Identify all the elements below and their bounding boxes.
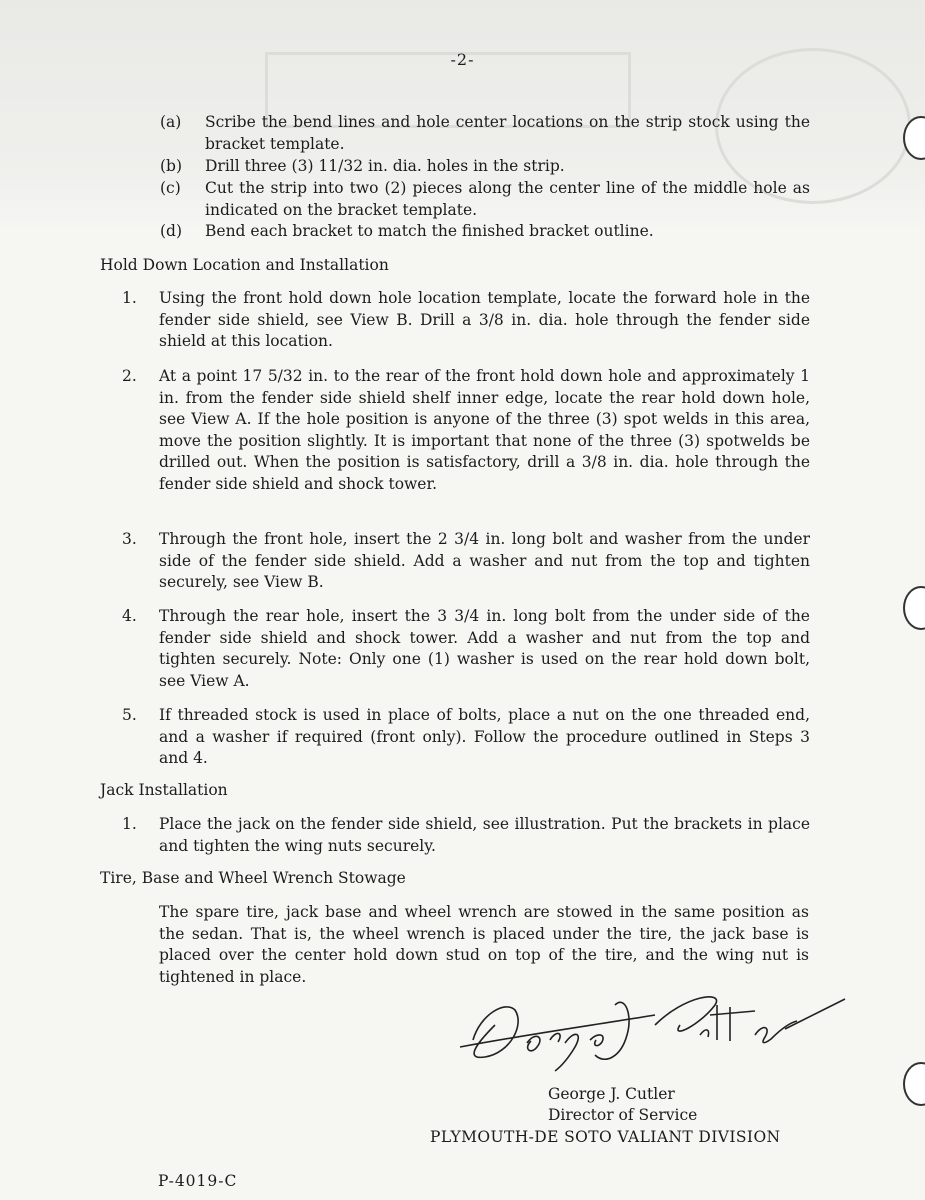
step-text: Using the front hold down hole location template, locate the forward hole in the fender side shield, see View B. Drill a 3/8 in. dia. hole through the fender side shield at this location. [159,289,810,350]
sub-step-b [160,156,820,178]
sub-step-d [160,221,820,243]
sub-step-a [160,112,820,156]
step-text: Place the jack on the fender side shield, see illustration. Put the brackets in place and tighten the wing nuts securely. [159,815,810,855]
step-number: 1. [122,815,137,833]
section-heading-stowage: Tire, Base and Wheel Wrench Stowage [100,869,406,887]
page-number: -2- [450,50,475,69]
step-number: 5. [122,706,137,724]
handwritten-signature [455,985,855,1075]
stowage-paragraph: The spare tire, jack base and wheel wrench are stowed in the same position as the sedan. That is, the wheel wrench is placed under the tire, the jack base is placed over the center hold down stud on top of the tire, and the wing nut is tightened in place. [159,903,809,986]
step-text: Through the front hole, insert the 2 3/4 in. long bolt and washer from the under side of the fender side shield. Add a washer and nut from the top and tighten securely, see View B. [159,530,810,591]
signatory-name: George J. Cutler [548,1085,675,1103]
sub-step-text: Cut the strip into two (2) pieces along the center line of the middle hole as indicated on the bracket template. [205,179,810,219]
jack-step-1 [122,814,812,858]
hold-down-step-1 [122,288,812,354]
document-code: P-4019-C [158,1172,238,1190]
step-number: 2. [122,367,137,385]
step-text: At a point 17 5/32 in. to the rear of the front hold down hole and approximately 1 in. from the fender side shield shelf inner edge, locate the rear hold down hole, see View A. If the hole position is anyone of the three (3) spot welds in this area, move the position slightly. It is important that none of the three (3) spotwelds be drilled out. When the position is satisfactory, drill a 3/8 in. dia. hole through the fender side shield and shock tower. [159,367,810,493]
division-name: PLYMOUTH-DE SOTO VALIANT DIVISION [430,1128,781,1146]
sub-step-label: (c) [160,179,181,197]
step-text: If threaded stock is used in place of bolts, place a nut on the one threaded end, and a washer if required (front only). Follow the procedure outlined in Steps 3 and 4. [159,706,810,767]
step-text: Through the rear hole, insert the 3 3/4 in. long bolt from the under side of the fender side shield and shock tower. Add a washer and nut from the top and tighten securely. Note: Only one (1) washer is used on the rear hold down bolt, see View A. [159,607,810,690]
hold-down-step-4 [122,606,812,694]
section-heading-jack: Jack Installation [100,781,228,799]
punch-hole-middle [903,586,925,630]
sub-step-label: (a) [160,113,182,131]
step-number: 1. [122,289,137,307]
signatory-title: Director of Service [548,1106,698,1124]
sub-step-text: Bend each bracket to match the finished bracket outline. [205,222,654,240]
hold-down-step-3 [122,529,812,595]
hold-down-step-5 [122,705,812,771]
sub-step-label: (d) [160,222,183,240]
hold-down-step-2 [122,366,812,518]
sub-step-c [160,178,820,222]
punch-hole-bottom [903,1062,925,1106]
step-number: 3. [122,530,137,548]
sub-step-text: Drill three (3) 11/32 in. dia. holes in the strip. [205,157,565,175]
sub-step-label: (b) [160,157,183,175]
section-heading-hold-down: Hold Down Location and Installation [100,256,389,274]
sub-step-text: Scribe the bend lines and hole center locations on the strip stock using the bracket template. [205,113,810,153]
step-number: 4. [122,607,137,625]
